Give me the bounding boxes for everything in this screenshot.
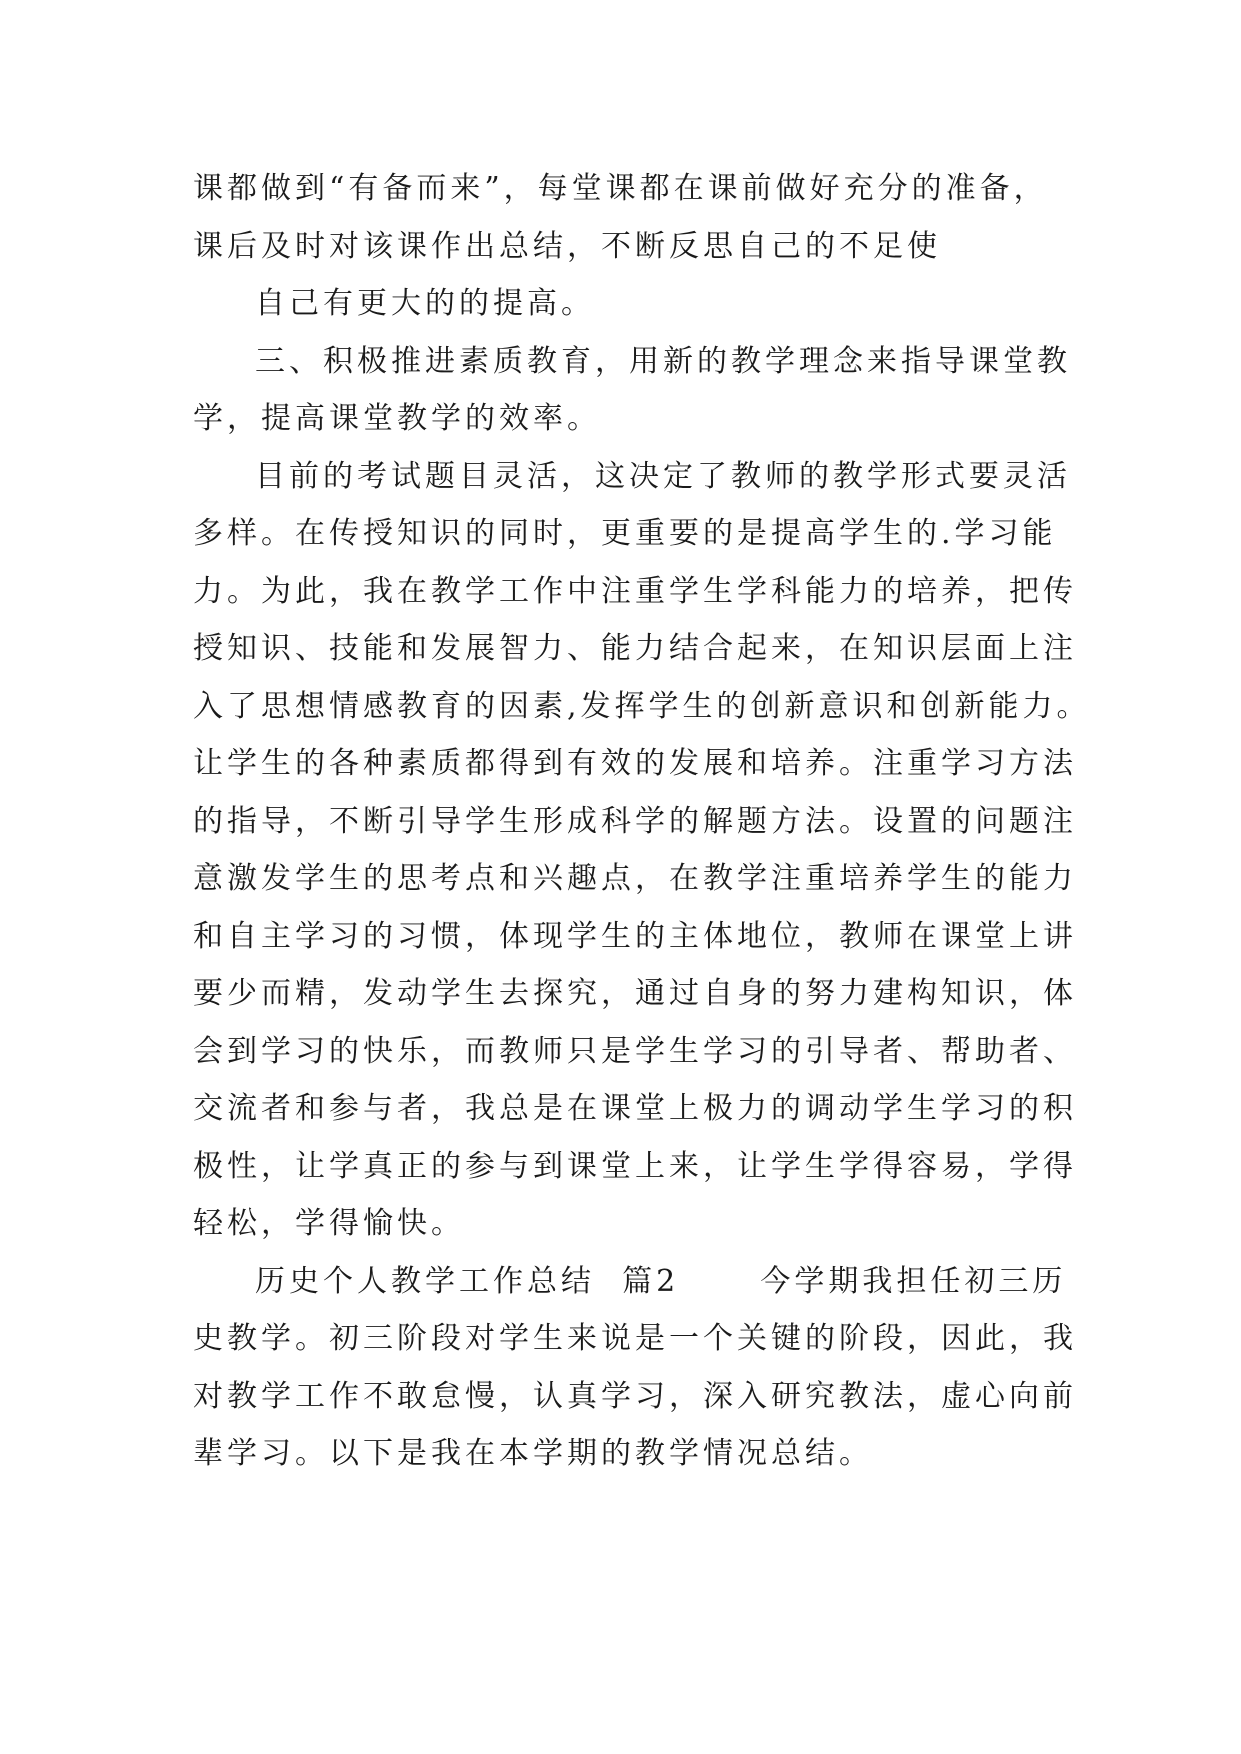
text-line: 意激发学生的思考点和兴趣点，在教学注重培养学生的能力 (193, 861, 1077, 896)
text-line: 极性，让学真正的参与到课堂上来，让学生学得容易，学得 (193, 1148, 1077, 1184)
text-line: 多样。在传授知识的同时，更重要的是提高学生的.学习能 (193, 516, 1057, 551)
text-line: 会到学习的快乐，而教师只是学生学习的引导者、帮助者、 (193, 1033, 1077, 1069)
article-title-line: 历史个人教学工作总结 篇2 今学期我担任初三历 (255, 1263, 1067, 1299)
text-line: 对教学工作不敢怠慢，认真学习，深入研究教法，虚心向前 (193, 1378, 1077, 1414)
text-line: 授知识、技能和发展智力、能力结合起来，在知识层面上注 (193, 631, 1077, 666)
text-line: 交流者和参与者，我总是在课堂上极力的调动学生学习的积 (193, 1091, 1077, 1126)
text-line: 要少而精，发动学生去探究，通过自身的努力建构知识，体 (193, 976, 1077, 1011)
section-heading: 三、积极推进素质教育，用新的教学理念来指导课堂教 (255, 343, 1071, 379)
text-line: 课都做到“有备而来”，每堂课都在课前做好充分的准备， (193, 171, 1048, 206)
text-line: 自己有更大的的提高。 (255, 286, 595, 321)
text-line: 的指导，不断引导学生形成科学的解题方法。设置的问题注 (193, 803, 1077, 839)
text-line: 入了思想情感教育的因素,发挥学生的创新意识和创新能力。 (193, 688, 1091, 724)
document-body (193, 160, 1091, 1483)
text-line: 力。为此，我在教学工作中注重学生学科能力的培养，把传 (193, 573, 1077, 609)
text-line: 课后及时对该课作出总结，不断反思自己的不足使 (193, 228, 941, 264)
text-line: 和自主学习的习惯，体现学生的主体地位，教师在课堂上讲 (193, 918, 1077, 954)
text-line: 学，提高课堂教学的效率。 (193, 401, 601, 436)
text-line: 辈学习。以下是我在本学期的教学情况总结。 (193, 1436, 873, 1471)
text-line: 让学生的各种素质都得到有效的发展和培养。注重学习方法 (193, 746, 1077, 781)
text-line: 史教学。初三阶段对学生来说是一个关键的阶段，因此，我 (193, 1321, 1077, 1356)
text-line: 轻松，学得愉快。 (193, 1206, 465, 1241)
text-line: 目前的考试题目灵活，这决定了教师的教学形式要灵活 (255, 458, 1071, 494)
